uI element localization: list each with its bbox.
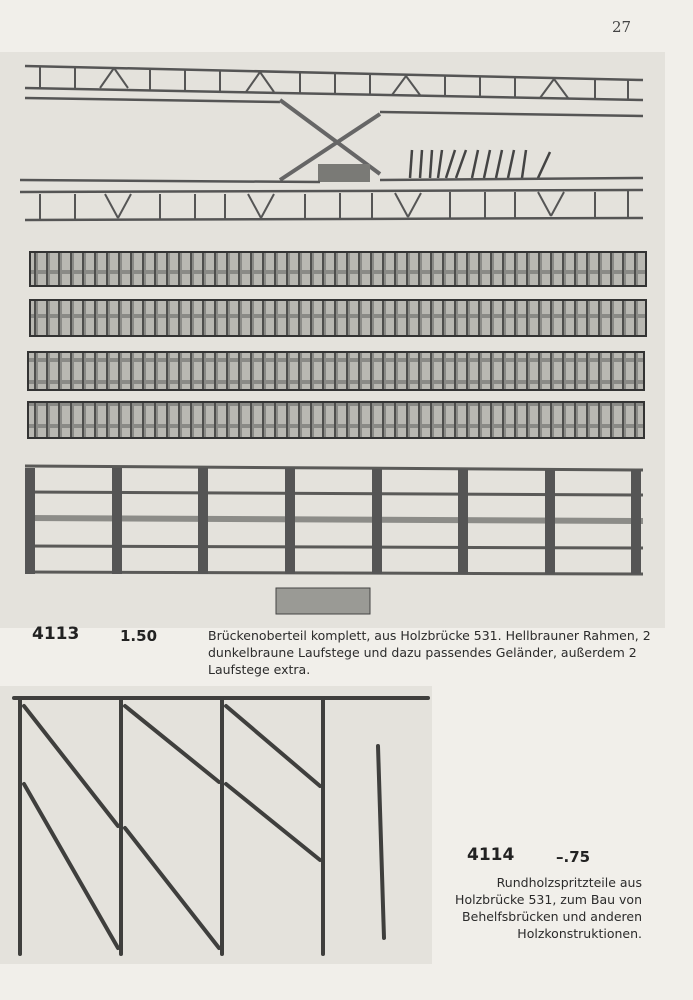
lower-truss	[20, 178, 643, 220]
railing-sprue-tag	[276, 588, 370, 614]
loose-sticks	[410, 150, 550, 178]
price-4113: 1.50	[120, 627, 158, 645]
round-timber-photo	[0, 686, 432, 964]
description-4113: Brückenoberteil komplett, aus Holzbrücke 531. Hellbrauner Rahmen, 2 dunkelbraune Laufstege und dazu passendes Geländer, außerdem 2 Laufstege extra.	[208, 628, 651, 677]
price-4114: –.75	[556, 848, 591, 866]
description-4114: Rundholzspritzteile aus Holzbrücke 531, zum Bau von Behelfsbrücken und anderen Holzkonstruktionen.	[455, 875, 642, 941]
bridge-parts-photo	[0, 52, 665, 628]
walkways	[28, 252, 646, 438]
article-number-4114: 4114	[467, 845, 515, 865]
sprue-tag	[318, 164, 370, 182]
page-number: 27	[612, 18, 632, 36]
railing	[25, 466, 643, 574]
article-number-4113: 4113	[32, 624, 80, 644]
timber-sticks	[14, 698, 428, 954]
upper-truss	[25, 66, 643, 116]
